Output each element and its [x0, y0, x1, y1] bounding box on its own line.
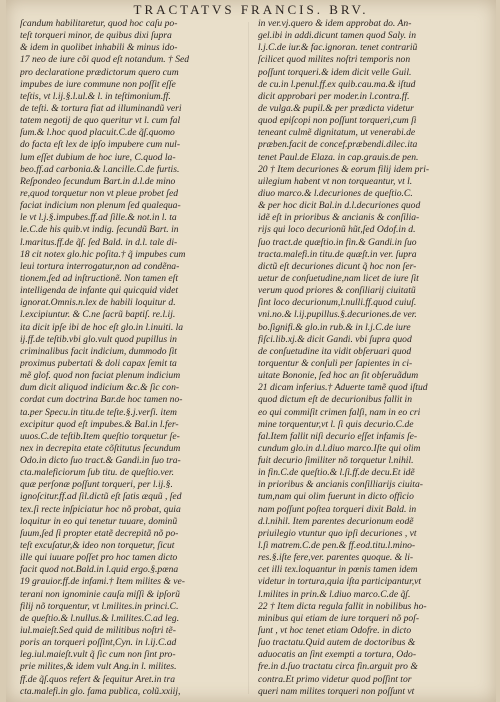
left-column-line: leui tortura interrogatur,non ad condẽna-: [20, 260, 180, 272]
right-column-line: 21 dicam inferius.† Aduerte tamẽ quod iſtud: [258, 382, 428, 394]
right-column-line: gel.ibi in addi.dicunt tamen quod Saly. in: [258, 30, 417, 42]
right-column-line: eo qui commiſit crimen falſi, nam in eo cri: [258, 406, 421, 418]
left-column-line: iul.maieſt.Sed quid de militibus noſtri tẽ-: [20, 625, 176, 637]
left-column-line: beo.ff.ad carbonia.& l.ancille.C.de furtis.: [20, 163, 180, 175]
left-column-line: excipitur quod eſt impubes.& Bal.in l.fer-: [20, 418, 179, 430]
left-column-line: nex in decrepita etate cõſtitutus ſecundum: [20, 442, 181, 454]
right-column-line: fre.in d.ſuo tractatu circa fin.arguit pro &: [258, 661, 418, 673]
right-column-line: tenet Paul.de Elaza. in cap.grauis.de pen.: [258, 151, 419, 163]
left-column-line: ſum.& l.hoc quod placuit.C.de q̃ſ.quomo: [20, 127, 175, 139]
right-column-line: vni.no.& l.ij.pupillus.§.decuriones.de ver.: [258, 309, 417, 321]
book-page: [6, 0, 496, 702]
right-column-line: quod dictum eſt de decurionibus fallit in: [258, 394, 413, 406]
left-column-line: ille qui iuuare poſſet pro hoc tamen dicto: [20, 552, 178, 564]
right-column-line: ſint loco decurionum,l.nulli.ff.quod cuiuſ.: [258, 297, 417, 309]
left-column-line: de teſti. & tortura fiat ad illuminandũ veri: [20, 102, 182, 114]
left-column-line: faciat indicium non plenum ſed qualequa-: [20, 200, 181, 212]
right-column-line: tum,nam qui olim fuerunt in dicto officio: [258, 491, 414, 503]
right-column-line: ſuo tract.de quæſtio.in fin.& Gandi.in ſuo: [258, 236, 417, 248]
column-gutter: [248, 22, 249, 694]
right-column-line: in ver.vj.quero & idem approbat do. An-: [258, 18, 412, 29]
right-column-line: verum quod priores & conſiliarij ciuitatũ: [258, 285, 416, 297]
left-column-line: cta.maleficiorum ſub titu. de queſtio.ver.: [20, 467, 175, 479]
right-column-line: fal.Item fallit niſi decurio eſſet infamis ſe-: [258, 430, 418, 442]
right-column-line: in fin.C.de queſtio.& l.ſi.ff.de decu.Et idẽ: [258, 467, 415, 479]
left-column-line: ſcandum habilitaretur, quod hoc caſu po-: [20, 18, 178, 29]
right-column-line: poſſunt torqueri.& idem dicit velle Guil.: [258, 66, 412, 78]
right-column-line: ſuo tractatu.Quid autem de doctoribus &: [258, 637, 416, 649]
right-column-line: dictũ eſt decuriones dicunt q̃ hoc non ſer-: [258, 260, 417, 272]
right-column-line: ſunt , vt hoc tenet etiam Odofre. in dicto: [258, 625, 412, 637]
left-column-line: le.C.de his quib.vt indig. ſecundũ Bart. in: [20, 224, 179, 236]
left-column-line: quæ perſonæ poſſunt torqueri, per l.ij.§.: [20, 479, 173, 491]
right-column-line: l.ſi matrem.C.de pen.& ff.eod.titu.l.mino-: [258, 540, 416, 552]
left-column-line: cta.malefi.in glo. fama publica, colũ.xxiij,: [20, 685, 181, 697]
right-column-line: dicit approbari per moder.in l.contra.ff.: [258, 90, 410, 102]
left-column-line: l.maritus.ff.de q̃ſ. ſed Bald. in d.l. tale di-: [20, 236, 178, 248]
right-column-line: cet illi tex.loquantur in pœnis tamen idem: [258, 564, 418, 576]
right-column-line: videtur in tortura,quia iſta participantur,vt: [258, 576, 422, 588]
left-column-line: teſt torqueri minor, de quibus dixi ſupra: [20, 30, 172, 42]
left-column-line: mẽ glof. quod non faciat plenum indicium: [20, 370, 181, 382]
right-column-line: l.j.C.de iur.& fac.ignoran. tenet contrariũ: [258, 42, 418, 54]
right-column-line: 20 † Item decuriones & eorum filij idem pri-: [258, 163, 430, 175]
right-column-line: minibus qui etiam de iure torqueri nõ poſ-: [258, 612, 420, 624]
left-column-line: ff.de q̃ſ.quos refert & ſequitur Aret.in tra: [20, 673, 176, 685]
left-column-line: filij nõ torquentur, vt l.milites.in princi.C.: [20, 600, 179, 612]
right-column-line: tracta.malefi.in titu.de quæſt.in ver. ſupra: [258, 248, 417, 260]
left-column-line: dum dicit aliquod indicium &c.& ſic con-: [20, 382, 180, 394]
left-column-line: poris an torqueri poſſint,Cyn. in l.ij.C.ad: [20, 637, 177, 649]
right-column-line: contra.Et primo videtur quod poſſint tor: [258, 673, 412, 685]
right-column-line: fuit decurio ſimiliter nõ torquetur l.nihil.: [258, 455, 414, 467]
left-column-line: leg.iul.maieſt.vult q̃ ſic cum non ſint pro-: [20, 649, 176, 661]
left-column-line: pro declaratione prædictorum quero cum: [20, 66, 179, 78]
left-column-line: lum eſſet dubium de hoc iure, C.quod la-: [20, 151, 176, 163]
right-column-line: in prioribus & ancianis conſilliarijs ciuita-: [258, 479, 423, 491]
left-column-line: ignorat.Omnis.n.lex de habili loquitur d.: [20, 297, 176, 309]
left-column-line: tex.ſi recte inſpiciatur hoc nõ probat, quia: [20, 503, 181, 515]
right-column-line: l.milites in prin.& l.diuo marco.C.de q̃ſ.: [258, 588, 411, 600]
right-column-line: teneant culmẽ dignitatum, ut venerabi.de: [258, 127, 416, 139]
left-text-column: [20, 18, 236, 698]
left-column-line: ignoſcitur.ff.ad ſil.dictũ eſt ſatis æquũ , ſed: [20, 491, 182, 503]
right-column-line: d.l.nihil. Item parentes decurionum eodẽ: [258, 515, 414, 527]
right-column-line: de cu.in l.penul.ff.ex quib.cau.ma.& iſtud: [258, 78, 416, 90]
right-column-line: præben.facit de concef.præbendi.dilec.ita: [258, 139, 418, 151]
left-column-line: l.excipiuntur. & C.ne ſacrũ baptiſ. re.l.ij.: [20, 309, 176, 321]
left-column-line: 19 grauior.ff.de infami.† Item milites & ve-: [20, 576, 185, 588]
right-column-line: & per hoc dicit Bal.in d.l.decuriones quod: [258, 200, 421, 212]
left-column-line: tatem negotij de quo queritur vt l. cum fal: [20, 115, 181, 127]
right-column-line: de vulga.& pupil.& per prædicta videtur: [258, 102, 414, 114]
left-column-line: facit quod not.Bald.in l.quid ergo.§.pœna: [20, 564, 179, 576]
left-column-line: intelligenda de infante qui quicquid videt: [20, 285, 178, 297]
right-column-line: uetur de conſuetudine,nam licet de iure ſit: [258, 272, 419, 284]
left-column-line: & idem in quolibet inhabili & minus ido-: [20, 42, 178, 54]
right-column-line: torquentur & conſuli per ſapientes in ci-: [258, 357, 413, 369]
left-column-line: ta.per Specu.in titu.de teſte.§.j.verſi. item: [20, 406, 177, 418]
left-column-line: ita dicit ipſe ibi de hoc eſt glo.in l.inuiti. la: [20, 321, 184, 333]
right-text-column: [258, 18, 474, 698]
right-column-line: fiſci.lib.xj.& dicit Gandi. vbi ſupra quod: [258, 333, 412, 345]
right-column-line: cundum glo.in d.l.diuo marco.Iſte qui olim: [258, 442, 421, 454]
right-column-line: res.§.iſte fere,ver. parentes quoque. & li-: [258, 552, 414, 564]
right-column-line: aduocatis an ſint exempti a tortura, Odo-: [258, 649, 417, 661]
right-column-line: nam poſſunt poſtea torqueri dixit Bald. in: [258, 503, 417, 515]
left-column-line: teſt excuſatur,& ideo non torquetur, ſicut: [20, 540, 175, 552]
left-column-line: loquitur in eo qui tenetur tuuare, dominũ: [20, 515, 178, 527]
left-column-line: uuos.C.de teſtib.Item queſtio torquetur ſe-: [20, 430, 180, 442]
right-column-line: uilegium habent vt non torqueantur, vt l.: [258, 175, 413, 187]
left-column-line: 18 cit notex glo.hic poſita.† q̃ impubes cum: [20, 248, 186, 260]
right-column-line: idẽ eſt in prioribus & ancianis & conſilia-: [258, 212, 420, 224]
left-column-line: tionem,ſed ad inſtructionẽ. Non tamen eſt: [20, 272, 179, 284]
right-column-line: bo.ſignifi.& glo.in rub.& in l.j.C.de iure: [258, 321, 411, 333]
left-column-line: terani non ignominie cauſa miſſi & ipſorũ: [20, 588, 180, 600]
left-column-line: le vt l.j.§.impubes.ff.ad ſille.& not.in l. ta: [20, 212, 177, 224]
right-column-line: de conſuetudine ita vidit obſeruari quod: [258, 345, 412, 357]
left-column-line: ij.ff.de teſtib.vbi glo.vult quod pupillus in: [20, 333, 177, 345]
left-column-line: Reſpondeo ſecundum Bart.in d.l.de mino: [20, 175, 176, 187]
left-column-line: impubes de iure commune non poſſit eſſe: [20, 78, 176, 90]
right-column-line: diuo marco.& l.decuriones de queſtio.C.: [258, 187, 413, 199]
left-column-line: do facta eſt lex de ipſo impubere cum nul-: [20, 139, 181, 151]
right-column-line: quod epiſcopi non poſſunt torqueri,cum ſi: [258, 115, 417, 127]
left-column-line: 17 neo de iure cõi quod eſt notandum. † Sed: [20, 54, 190, 66]
right-column-line: mine torquentur,vt l. ſi quis decurio.C.de: [258, 418, 414, 430]
right-column-line: ſcilicet quod milites noſtri temporis non: [258, 54, 411, 66]
left-column-line: Odo.in dicto ſuo tract.& Gandi.in ſuo tra-: [20, 455, 181, 467]
left-column-line: proximus pubertati & doli capax ſemit ta: [20, 357, 177, 369]
left-column-line: ſuum,ſed ſi propter etatẽ decrepitã nõ po-: [20, 527, 179, 539]
left-column-line: cordat cum doctrina Bar.de hoc tamen no-: [20, 394, 183, 406]
right-column-line: priuilegio vtuntur quo ipſi decuriones , vt: [258, 527, 417, 539]
left-column-line: teſtis, vt l.ij.§.l.ul.& l. in teſtimonium.ff.: [20, 90, 171, 102]
right-column-line: 22 † Item dicta regula fallit in nobilibus ho-: [258, 600, 427, 612]
right-column-line: uitate Bononie, ſed hoc an ſit obſeruãdum: [258, 370, 419, 382]
running-header: TRACTATVS FRANCIS. BRV.: [133, 2, 369, 17]
left-column-line: prie milites,& idem vult Ang.in l. milites.: [20, 661, 177, 673]
left-column-line: de queſtio.& l.nullus.& l.milites.C.ad leg.: [20, 612, 180, 624]
left-column-line: criminalibus facit indicium, dummodo ſit: [20, 345, 177, 357]
left-column-line: re,quod torquetur non vt pleue probet ſed: [20, 187, 179, 199]
right-column-line: rijs qui loco decurionũ hũt,ſed Odof.in d.: [258, 224, 416, 236]
right-column-line: queri nam milites torqueri non poſſunt vt: [258, 685, 415, 697]
